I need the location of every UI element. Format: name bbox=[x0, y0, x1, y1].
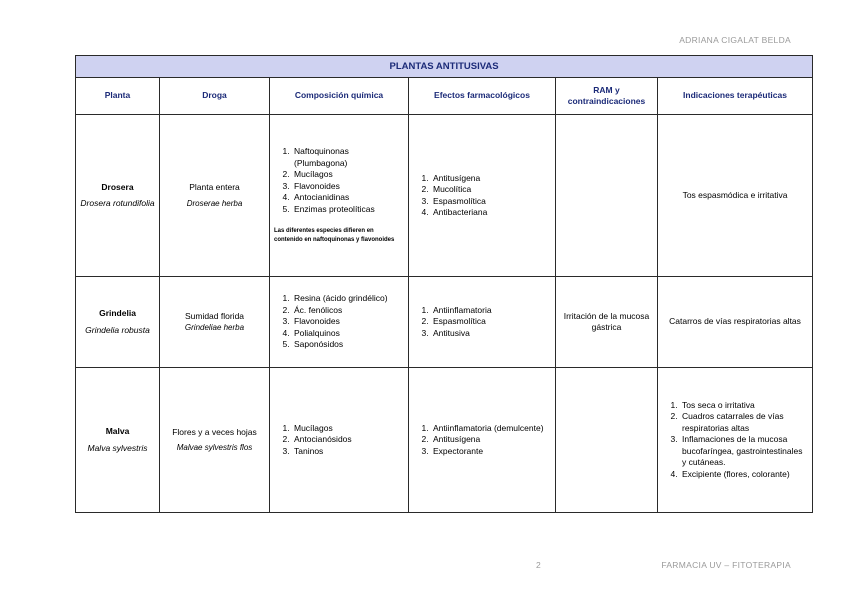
list-item: 5. Saponósidos bbox=[292, 339, 404, 351]
list-item: 1. Tos seca o irritativa bbox=[680, 400, 808, 412]
drug-latin: Malvae sylvestris flos bbox=[176, 443, 253, 452]
list-item: 2. Antitusígena bbox=[431, 434, 551, 446]
ram-cell bbox=[556, 115, 658, 277]
drug-name: Planta entera bbox=[189, 182, 240, 192]
list-item: 1. Resina (ácido grindélico) bbox=[292, 293, 404, 305]
composition-list bbox=[274, 423, 404, 458]
list-item: 1. Mucílagos bbox=[292, 423, 404, 435]
list-item: 4. Excipiente (flores, colorante) bbox=[680, 469, 808, 481]
composition-cell bbox=[270, 115, 409, 277]
indications-list bbox=[662, 400, 808, 481]
ram-cell bbox=[556, 368, 658, 513]
author-name: ADRIANA CIGALAT BELDA bbox=[679, 35, 791, 45]
list-item: 2. Antocianósidos bbox=[292, 434, 404, 446]
antitussive-plants-table bbox=[75, 55, 813, 513]
footer-title: FARMACIA UV – FITOTERAPIA bbox=[661, 560, 791, 570]
effects-list bbox=[413, 173, 551, 219]
list-item: 2. Ác. fenólicos bbox=[292, 305, 404, 317]
plant-latin: Drosera rotundifolia bbox=[80, 198, 155, 208]
list-item: 3. Flavonoides bbox=[292, 181, 404, 193]
header-efectos: Efectos farmacológicos bbox=[409, 78, 556, 115]
list-item: 2. Espasmolítica bbox=[431, 316, 551, 328]
table-row bbox=[76, 277, 813, 368]
drug-latin: Grindeliae herba bbox=[184, 323, 245, 332]
indications-cell: Catarros de vías respiratorias altas bbox=[658, 277, 813, 368]
list-item: 2. Mucolítica bbox=[431, 184, 551, 196]
table-row bbox=[76, 115, 813, 277]
composition-cell bbox=[270, 368, 409, 513]
effects-cell bbox=[409, 368, 556, 513]
table-row bbox=[76, 368, 813, 513]
list-item: 4. Antibacteriana bbox=[431, 207, 551, 219]
list-item: 3. Inflamaciones de la mucosa bucofaríngea, gastrointestinales y cutáneas. bbox=[680, 434, 808, 469]
list-item: 1. Naftoquinonas (Plumbagona) bbox=[292, 146, 404, 169]
table-header-row bbox=[76, 78, 813, 115]
drug-cell bbox=[160, 368, 270, 513]
plant-latin: Malva sylvestris bbox=[87, 442, 148, 453]
list-item: 2. Cuadros catarrales de vías respiratorias altas bbox=[680, 411, 808, 434]
header-ram: RAM y contraindicaciones bbox=[556, 78, 658, 115]
drug-latin: Droserae herba bbox=[186, 198, 243, 208]
list-item: 1. Antiinflamatoria (demulcente) bbox=[431, 423, 551, 435]
plant-name: Malva bbox=[105, 426, 130, 436]
indications-cell: Tos espasmódica e irritativa bbox=[658, 115, 813, 277]
list-item: 3. Espasmolítica bbox=[431, 196, 551, 208]
header-planta: Planta bbox=[76, 78, 160, 115]
list-item: 1. Antitusígena bbox=[431, 173, 551, 185]
drug-name: Sumidad florida bbox=[184, 310, 245, 321]
drug-cell bbox=[160, 115, 270, 277]
table-title-row bbox=[76, 56, 813, 78]
plant-name: Drosera bbox=[101, 181, 134, 192]
list-item: 3. Taninos bbox=[292, 446, 404, 458]
composition-list bbox=[274, 293, 404, 351]
table-title: PLANTAS ANTITUSIVAS bbox=[76, 56, 813, 78]
page-number: 2 bbox=[536, 560, 541, 570]
list-item: 3. Antitusiva bbox=[431, 328, 551, 340]
header-indicaciones: Indicaciones terapéuticas bbox=[658, 78, 813, 115]
effects-list bbox=[413, 305, 551, 340]
plant-cell bbox=[76, 368, 160, 513]
effects-cell bbox=[409, 115, 556, 277]
plant-cell bbox=[76, 277, 160, 368]
list-item: 5. Enzimas proteolíticas bbox=[292, 204, 404, 216]
composition-cell bbox=[270, 277, 409, 368]
composition-list bbox=[274, 146, 404, 215]
drug-name: Flores y a veces hojas bbox=[172, 426, 257, 437]
list-item: 1. Antiinflamatoria bbox=[431, 305, 551, 317]
indications-cell bbox=[658, 368, 813, 513]
effects-list bbox=[413, 423, 551, 458]
effects-cell bbox=[409, 277, 556, 368]
drug-cell bbox=[160, 277, 270, 368]
plant-name: Grindelia bbox=[99, 308, 136, 318]
header-droga: Droga bbox=[160, 78, 270, 115]
plant-cell bbox=[76, 115, 160, 277]
list-item: 3. Expectorante bbox=[431, 446, 551, 458]
ram-cell: Irritación de la mucosa gástrica bbox=[556, 277, 658, 368]
list-item: 4. Antocianidinas bbox=[292, 192, 404, 204]
plant-latin: Grindelia robusta bbox=[85, 324, 150, 335]
list-item: 3. Flavonoides bbox=[292, 316, 404, 328]
composition-note: Las diferentes especies difieren en contenido en naftoquinonas y flavonoides bbox=[274, 228, 395, 243]
header-composicion: Composición química bbox=[270, 78, 409, 115]
list-item: 2. Mucílagos bbox=[292, 169, 404, 181]
list-item: 4. Polialquinos bbox=[292, 328, 404, 340]
